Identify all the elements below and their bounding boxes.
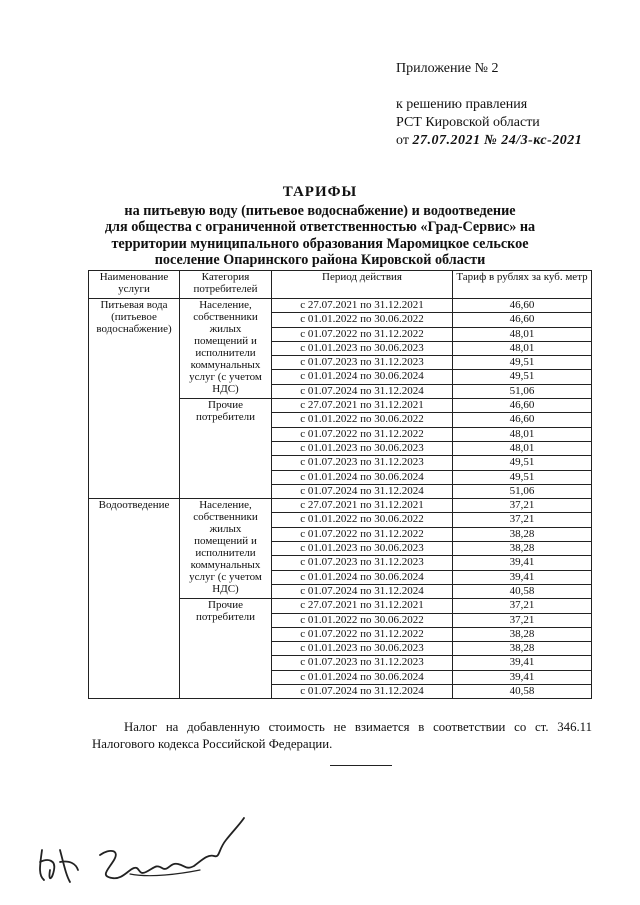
period-cell: с 01.01.2022 по 30.06.2022	[272, 413, 453, 427]
rate-cell: 46,60	[453, 413, 592, 427]
heading-line: для общества с ограниченной ответственностью «Град-Сервис» на	[104, 219, 536, 235]
date-prefix: от	[396, 133, 409, 148]
period-cell: с 01.07.2024 по 31.12.2024	[272, 685, 453, 699]
period-cell: с 01.07.2022 по 31.12.2022	[272, 527, 453, 541]
period-cell: с 01.01.2022 по 30.06.2022	[272, 613, 453, 627]
rate-cell: 38,28	[453, 627, 592, 641]
period-cell: с 01.01.2024 по 30.06.2024	[272, 670, 453, 684]
heading-line: на питьевую воду (питьевое водоснабжение) и водоотведение	[124, 202, 516, 219]
period-cell: с 01.07.2022 по 31.12.2022	[272, 427, 453, 441]
rate-cell: 39,41	[453, 656, 592, 670]
header-service: Наименование услуги	[89, 271, 180, 299]
rate-cell: 40,58	[453, 584, 592, 598]
period-cell: с 01.07.2023 по 31.12.2023	[272, 556, 453, 570]
period-cell: с 01.01.2023 по 30.06.2023	[272, 542, 453, 556]
appendix-date-line	[396, 132, 582, 150]
service-name: Водоотведение	[89, 499, 180, 699]
table-row	[89, 499, 592, 513]
rate-cell: 38,28	[453, 642, 592, 656]
tax-note	[92, 719, 592, 753]
rate-cell: 37,21	[453, 513, 592, 527]
divider-line	[330, 765, 392, 766]
appendix-block	[396, 60, 582, 150]
signature-scribble	[30, 810, 260, 890]
appendix-line-2: РСТ Кировской области	[396, 115, 540, 130]
rate-cell: 48,01	[453, 327, 592, 341]
rate-cell: 51,06	[453, 384, 592, 398]
heading-line: поселение Опаринского района Кировской области	[154, 252, 486, 268]
decision-number: № 24/3-кс-2021	[483, 133, 583, 148]
period-cell: с 01.01.2024 по 30.06.2024	[272, 470, 453, 484]
rate-cell: 49,51	[453, 370, 592, 384]
rate-cell: 48,01	[453, 441, 592, 455]
period-cell: с 01.07.2024 по 31.12.2024	[272, 384, 453, 398]
consumer-category: Прочие потребители	[180, 599, 272, 699]
appendix-title: Приложение № 2	[396, 61, 499, 76]
rate-cell: 38,28	[453, 527, 592, 541]
heading-title: ТАРИФЫ	[282, 184, 358, 200]
rate-cell: 39,41	[453, 570, 592, 584]
table-body	[89, 299, 592, 699]
period-cell: с 01.01.2023 по 30.06.2023	[272, 341, 453, 355]
period-cell: с 27.07.2021 по 31.12.2021	[272, 299, 453, 313]
header-category: Категория потребителей	[180, 271, 272, 299]
signature	[30, 810, 260, 890]
rate-cell: 37,21	[453, 599, 592, 613]
appendix-line-1: к решению правления	[396, 97, 528, 112]
period-cell: с 01.07.2023 по 31.12.2023	[272, 656, 453, 670]
rate-cell: 38,28	[453, 542, 592, 556]
period-cell: с 27.07.2021 по 31.12.2021	[272, 399, 453, 413]
table-row	[89, 299, 592, 313]
tariffs-table	[88, 270, 592, 699]
header-period: Период действия	[272, 271, 453, 299]
rate-cell: 37,21	[453, 499, 592, 513]
decision-date: 27.07.2021	[412, 133, 481, 148]
rate-cell: 39,41	[453, 670, 592, 684]
period-cell: с 01.01.2023 по 30.06.2023	[272, 642, 453, 656]
rate-cell: 46,60	[453, 299, 592, 313]
service-name: Питьевая вода (питьевое водоснабжение)	[89, 299, 180, 499]
rate-cell: 49,51	[453, 356, 592, 370]
period-cell: с 27.07.2021 по 31.12.2021	[272, 599, 453, 613]
header-rate: Тариф в рублях за куб. метр	[453, 271, 592, 299]
period-cell: с 01.01.2022 по 30.06.2022	[272, 513, 453, 527]
table-header-row	[89, 271, 592, 299]
rate-cell: 48,01	[453, 341, 592, 355]
rate-cell: 40,58	[453, 685, 592, 699]
rate-cell: 49,51	[453, 470, 592, 484]
heading-line: территории муниципального образования Маромицкое сельское	[111, 235, 529, 252]
rate-cell: 51,06	[453, 484, 592, 498]
period-cell: с 01.01.2023 по 30.06.2023	[272, 441, 453, 455]
period-cell: с 01.01.2022 по 30.06.2022	[272, 313, 453, 327]
period-cell: с 01.01.2024 по 30.06.2024	[272, 570, 453, 584]
rate-cell: 37,21	[453, 613, 592, 627]
consumer-category: Население, собственники жилых помещений и исполнители коммунальных услуг (с учетом НДС)	[180, 299, 272, 399]
rate-cell: 46,60	[453, 399, 592, 413]
document-heading	[0, 184, 640, 269]
period-cell: с 01.07.2023 по 31.12.2023	[272, 356, 453, 370]
period-cell: с 01.07.2024 по 31.12.2024	[272, 584, 453, 598]
rate-cell: 48,01	[453, 427, 592, 441]
consumer-category: Население, собственники жилых помещений и исполнители коммунальных услуг (с учетом НДС)	[180, 499, 272, 599]
period-cell: с 01.07.2022 по 31.12.2022	[272, 627, 453, 641]
period-cell: с 01.07.2023 по 31.12.2023	[272, 456, 453, 470]
period-cell: с 01.07.2022 по 31.12.2022	[272, 327, 453, 341]
period-cell: с 27.07.2021 по 31.12.2021	[272, 499, 453, 513]
period-cell: с 01.01.2024 по 30.06.2024	[272, 370, 453, 384]
rate-cell: 49,51	[453, 456, 592, 470]
rate-cell: 39,41	[453, 556, 592, 570]
tax-note-text: Налог на добавленную стоимость не взимается в соответствии со ст. 346.11 Налогового кодекса Российской Федерации.	[92, 720, 592, 751]
consumer-category: Прочие потребители	[180, 399, 272, 499]
rate-cell: 46,60	[453, 313, 592, 327]
period-cell: с 01.07.2024 по 31.12.2024	[272, 484, 453, 498]
